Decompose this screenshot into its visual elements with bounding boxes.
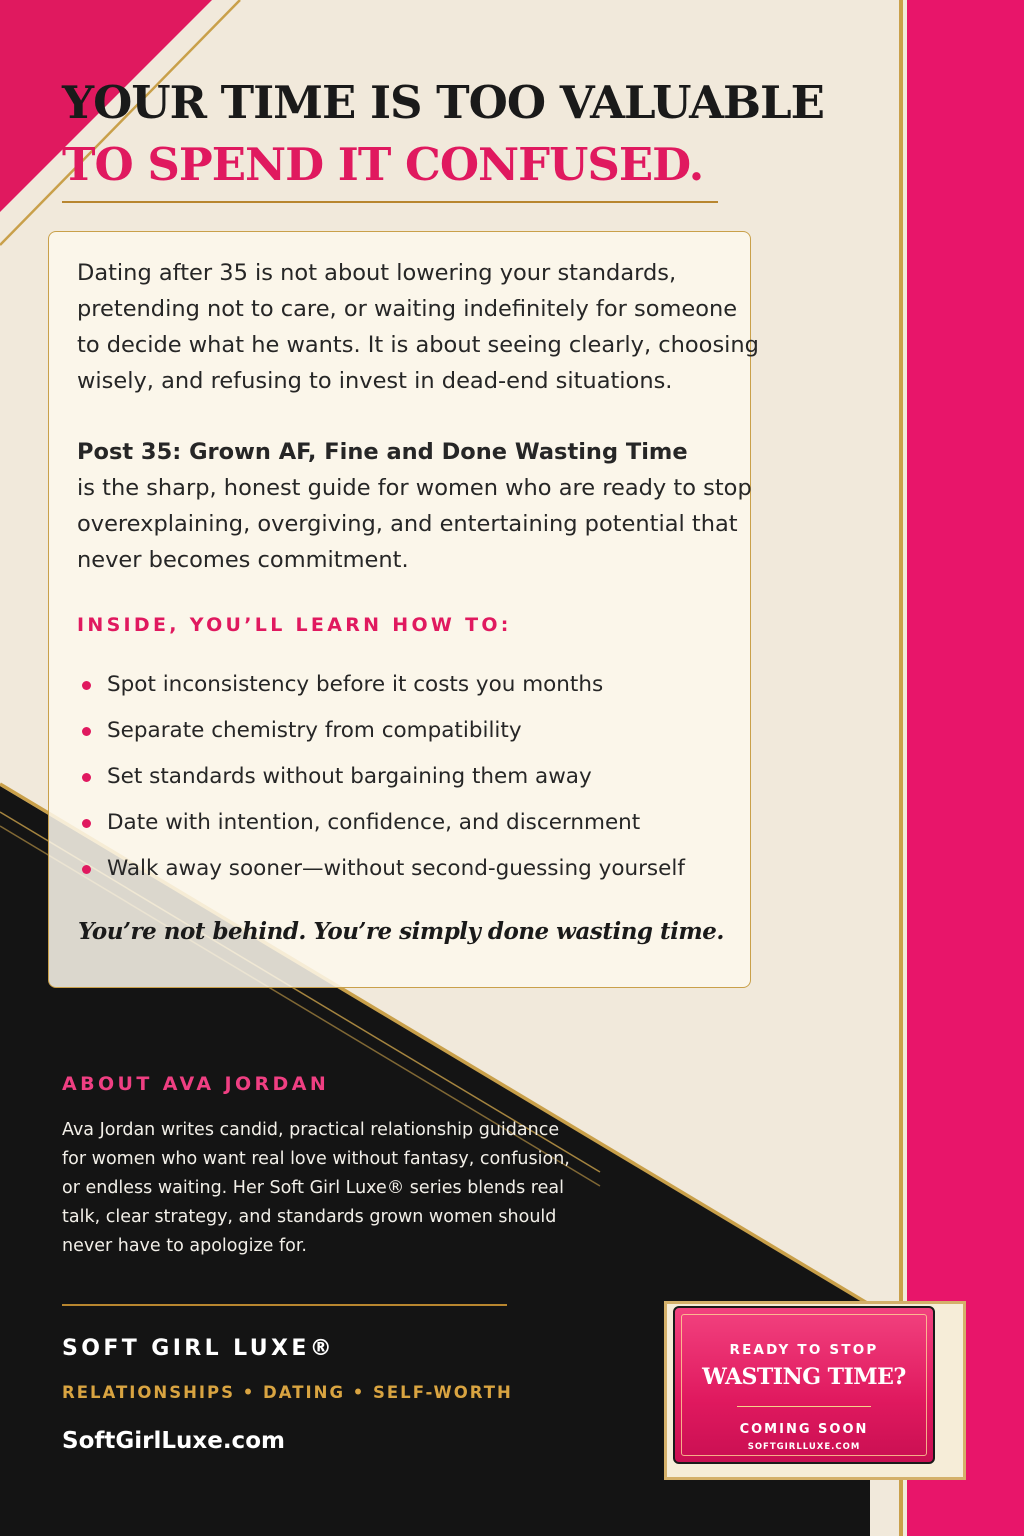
about-line-4: talk, clear strategy, and standards grown women should [62,1207,557,1227]
bullet-icon [82,727,91,736]
badge-divider [737,1406,871,1407]
list-item [77,800,685,846]
list-item [77,708,685,754]
list-item-text: Separate chemistry from compatibility [107,718,522,743]
intro-paragraph [77,255,759,399]
coming-soon-badge [673,1306,935,1464]
list-item-text: Walk away sooner—without second-guessing yourself [107,856,685,881]
intro-line-2: pretending not to care, or waiting indefinitely for someone [77,296,738,322]
bullet-icon [82,773,91,782]
inside-heading: INSIDE, YOU’LL LEARN HOW TO: [77,614,512,636]
about-line-3: or endless waiting. Her Soft Girl Luxe® series blends real [62,1178,564,1198]
badge-line-2: WASTING TIME? [702,1364,906,1390]
badge-line-4: SOFTGIRLLUXE.COM [747,1442,861,1452]
list-item [77,662,685,708]
book-line-1: is the sharp, honest guide for women who are ready to stop [77,475,752,501]
about-line-5: never have to apologize for. [62,1236,307,1256]
book-line-3: never becomes commitment. [77,547,409,573]
book-paragraph [77,434,752,578]
about-line-2: for women who want real love without fantasy, confusion, [62,1149,570,1169]
book-line-2: overexplaining, overgiving, and entertaining potential that [77,511,738,537]
list-item-text: Spot inconsistency before it costs you months [107,672,604,697]
list-item-text: Date with intention, confidence, and discernment [107,810,641,835]
brand-tags: RELATIONSHIPS • DATING • SELF-WORTH [62,1383,513,1402]
bullet-icon [82,819,91,828]
badge-line-1: READY TO STOP [729,1342,879,1358]
list-item-text: Set standards without bargaining them away [107,764,592,789]
list-item [77,846,685,892]
headline-line-1: YOUR TIME IS TOO VALUABLE [62,76,824,129]
intro-line-4: wisely, and refusing to invest in dead-end situations. [77,368,673,394]
bullet-icon [82,865,91,874]
brand-divider [62,1304,507,1306]
book-title: Post 35: Grown AF, Fine and Done Wasting Time [77,439,688,465]
about-paragraph [62,1116,662,1261]
brand-name: SOFT GIRL LUXE® [62,1336,336,1361]
headline [62,72,824,196]
bullet-icon [82,681,91,690]
intro-line-1: Dating after 35 is not about lowering your standards, [77,260,677,286]
learn-list [77,662,685,892]
headline-divider [62,201,718,203]
about-heading: ABOUT AVA JORDAN [62,1073,330,1095]
headline-line-2: TO SPEND IT CONFUSED. [62,138,704,191]
badge-line-3: COMING SOON [739,1422,869,1437]
website-link[interactable]: SoftGirlLuxe.com [62,1428,285,1454]
intro-line-3: to decide what he wants. It is about seeing clearly, choosing [77,332,759,358]
closing-quote: You’re not behind. You’re simply done wasting time. [78,918,724,945]
about-line-1: Ava Jordan writes candid, practical relationship guidance [62,1120,560,1140]
list-item [77,754,685,800]
